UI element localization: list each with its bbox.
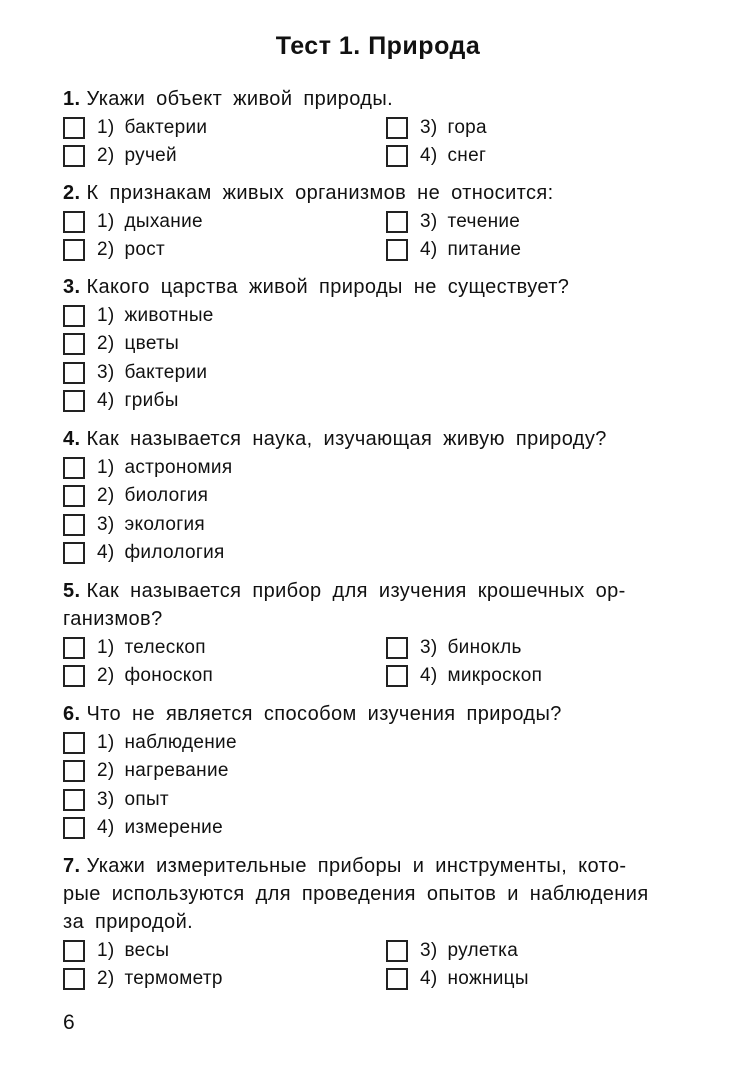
options [63, 208, 691, 265]
option-label: наблюдение [124, 732, 237, 753]
question-text [63, 425, 691, 453]
option-3[interactable] [386, 634, 522, 662]
option-number: 3) [97, 789, 115, 810]
options [63, 454, 691, 568]
question-2 [63, 179, 691, 265]
option-label: термометр [124, 968, 223, 989]
question-text [63, 179, 691, 207]
option-label: астрономия [124, 457, 233, 478]
option-number: 3) [420, 117, 438, 138]
option-number: 1) [97, 940, 115, 961]
question-text [63, 577, 691, 633]
option-2[interactable] [63, 142, 177, 170]
question-line-1: Как называется прибор для изучения крошечных ор- [86, 580, 626, 602]
option-label: биология [124, 485, 209, 506]
option-label: грибы [124, 390, 179, 411]
option-3[interactable] [386, 114, 487, 142]
option-number: 4) [420, 239, 438, 260]
question-text [63, 852, 691, 936]
option-3[interactable] [386, 208, 520, 236]
option-2[interactable] [63, 330, 179, 358]
option-4[interactable] [386, 662, 542, 690]
option-label: телескоп [124, 637, 206, 658]
options [63, 114, 691, 171]
option-number: 1) [97, 637, 115, 658]
option-number: 2) [97, 145, 115, 166]
option-label: микроскоп [447, 665, 543, 686]
checkbox[interactable] [63, 145, 85, 167]
question-text [63, 273, 691, 301]
option-label: рост [124, 239, 166, 260]
option-number: 4) [97, 390, 115, 411]
option-label: снег [447, 145, 487, 166]
option-label: бактерии [124, 362, 208, 383]
question-line-1: Укажи измерительные приборы и инструменты, кото- [86, 855, 627, 877]
options [63, 937, 691, 994]
option-label: цветы [124, 333, 180, 354]
checkbox[interactable] [63, 817, 85, 839]
checkbox[interactable] [386, 940, 408, 962]
checkbox[interactable] [63, 362, 85, 384]
option-number: 3) [97, 362, 115, 383]
question-5 [63, 577, 691, 691]
checkbox[interactable] [63, 789, 85, 811]
checkbox[interactable] [63, 760, 85, 782]
checkbox[interactable] [386, 117, 408, 139]
option-label: бактерии [124, 117, 208, 138]
checkbox[interactable] [63, 333, 85, 355]
checkbox[interactable] [63, 940, 85, 962]
option-2[interactable] [63, 236, 165, 264]
option-label: измерение [124, 817, 223, 838]
checkbox[interactable] [63, 390, 85, 412]
question-line-3: за природой. [63, 911, 194, 933]
option-label: фоноскоп [124, 665, 214, 686]
option-label: филология [124, 542, 225, 563]
question-number: 5. [63, 580, 81, 602]
checkbox[interactable] [386, 968, 408, 990]
question-number: 1. [63, 88, 81, 110]
option-label: дыхание [124, 211, 203, 232]
option-4[interactable] [386, 236, 521, 264]
question-number: 2. [63, 182, 81, 204]
checkbox[interactable] [63, 732, 85, 754]
option-3[interactable] [63, 786, 169, 814]
option-label: животные [124, 305, 214, 326]
option-number: 4) [97, 817, 115, 838]
option-3[interactable] [386, 937, 518, 965]
option-1[interactable] [63, 729, 237, 757]
question-label: Укажи объект живой природы. [86, 88, 394, 110]
option-number: 4) [420, 968, 438, 989]
question-label: Какого царства живой природы не существует? [86, 276, 570, 298]
option-label: питание [447, 239, 522, 260]
option-number: 2) [97, 968, 115, 989]
checkbox[interactable] [63, 665, 85, 687]
options [63, 302, 691, 416]
option-number: 2) [97, 485, 115, 506]
checkbox[interactable] [63, 968, 85, 990]
option-number: 1) [97, 457, 115, 478]
checkbox[interactable] [386, 239, 408, 261]
option-1[interactable] [63, 302, 214, 330]
checkbox[interactable] [386, 211, 408, 233]
page-number: 6 [63, 1011, 75, 1034]
checkbox[interactable] [386, 665, 408, 687]
checkbox[interactable] [63, 637, 85, 659]
option-1[interactable] [63, 937, 169, 965]
question-3 [63, 273, 691, 416]
question-number: 6. [63, 703, 81, 725]
checkbox[interactable] [63, 514, 85, 536]
option-label: нагревание [124, 760, 229, 781]
page-title: Тест 1. Природа [275, 32, 481, 60]
option-number: 1) [97, 305, 115, 326]
option-label: экология [124, 514, 205, 535]
question-1 [63, 85, 691, 171]
option-number: 2) [97, 665, 115, 686]
option-label: рулетка [447, 940, 519, 961]
question-number: 4. [63, 428, 81, 450]
question-label: Что не является способом изучения природы? [86, 703, 562, 725]
checkbox[interactable] [386, 145, 408, 167]
option-2[interactable] [63, 482, 208, 510]
option-number: 1) [97, 117, 115, 138]
question-text [63, 700, 691, 728]
checkbox[interactable] [63, 117, 85, 139]
checkbox[interactable] [63, 305, 85, 327]
checkbox[interactable] [63, 485, 85, 507]
option-number: 1) [97, 732, 115, 753]
options [63, 729, 691, 843]
option-3[interactable] [63, 359, 207, 387]
option-number: 2) [97, 333, 115, 354]
option-number: 3) [97, 514, 115, 535]
option-number: 2) [97, 239, 115, 260]
question-4 [63, 425, 691, 568]
checkbox[interactable] [63, 239, 85, 261]
checkbox[interactable] [386, 637, 408, 659]
option-2[interactable] [63, 662, 213, 690]
option-label: ручей [124, 145, 177, 166]
question-number: 3. [63, 276, 81, 298]
option-label: гора [447, 117, 487, 138]
question-6 [63, 700, 691, 843]
option-4[interactable] [63, 539, 225, 567]
option-number: 3) [420, 211, 438, 232]
option-number: 1) [97, 211, 115, 232]
option-1[interactable] [63, 114, 207, 142]
question-label: К признакам живых организмов не относится: [86, 182, 554, 204]
option-number: 4) [97, 542, 115, 563]
option-number: 3) [420, 637, 438, 658]
option-4[interactable] [386, 142, 486, 170]
option-4[interactable] [386, 965, 529, 993]
question-number: 7. [63, 855, 81, 877]
question-line-2: рые используются для проведения опытов и наблюдения [63, 883, 649, 905]
options [63, 634, 691, 691]
option-label: бинокль [447, 637, 522, 658]
option-number: 2) [97, 760, 115, 781]
option-label: течение [447, 211, 521, 232]
checkbox[interactable] [63, 211, 85, 233]
option-number: 4) [420, 145, 438, 166]
option-2[interactable] [63, 965, 223, 993]
option-4[interactable] [63, 814, 223, 842]
question-7 [63, 852, 691, 994]
option-1[interactable] [63, 454, 232, 482]
option-label: весы [124, 940, 170, 961]
checkbox[interactable] [63, 542, 85, 564]
option-number: 4) [420, 665, 438, 686]
option-number: 3) [420, 940, 438, 961]
option-label: ножницы [447, 968, 529, 989]
option-4[interactable] [63, 387, 179, 415]
question-text [63, 85, 691, 113]
option-2[interactable] [63, 757, 229, 785]
option-3[interactable] [63, 511, 205, 539]
option-1[interactable] [63, 634, 206, 662]
question-line-2: ганизмов? [63, 608, 163, 630]
checkbox[interactable] [63, 457, 85, 479]
option-1[interactable] [63, 208, 203, 236]
option-label: опыт [124, 789, 169, 810]
question-label: Как называется наука, изучающая живую природу? [86, 428, 607, 450]
